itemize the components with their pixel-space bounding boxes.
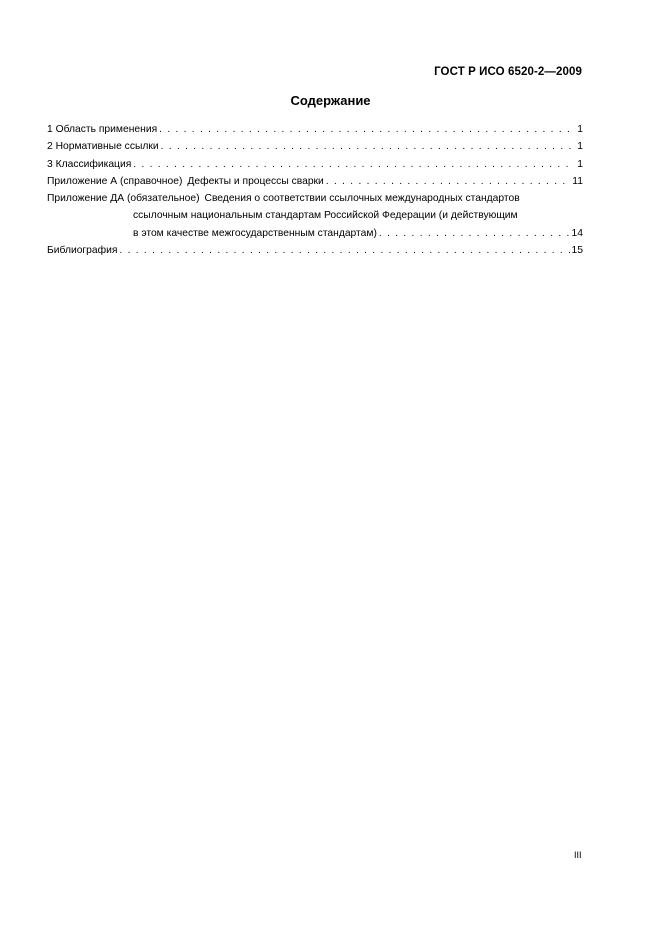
document-code-header: ГОСТ Р ИСО 6520-2—2009 [434,66,582,78]
annex-da-line-2 [47,207,583,224]
toc-item-label: 2 Нормативные ссылки [47,141,159,153]
annex-title-line: Сведения о соответствии ссылочных международных стандартов [204,193,520,205]
toc-item-scope[interactable] [47,121,583,138]
page-number-folio: III [574,850,582,860]
dot-leader [133,156,573,173]
toc-item-normative-references[interactable] [47,138,583,155]
toc-page-number: 14 [571,227,583,239]
toc-page-number: 1 [577,158,583,170]
toc-item-label: 1 Область применения [47,124,158,135]
dot-leader [159,121,573,138]
annex-da-line-3 [47,225,583,242]
toc-item-annex-a[interactable] [47,173,583,190]
dot-leader [326,173,570,190]
toc-item-label: Библиография [47,245,118,257]
annex-title-line: ссылочным национальным стандартам Российской Федерации (и действующим [133,210,518,222]
toc-page-number: 11 [572,175,583,187]
toc-page-number: 1 [577,124,583,135]
annex-title: Дефекты и процессы сварки [187,175,324,187]
dot-leader [161,138,573,155]
toc-page-number: 15 [571,245,583,257]
toc-item-bibliography[interactable] [47,242,583,259]
toc-item-label: 3 Классификация [47,158,132,170]
dot-leader [379,225,570,242]
annex-prefix: Приложение ДА (обязательное) [47,193,200,205]
toc-item-label [47,190,520,207]
dot-leader [119,242,569,259]
annex-da-line-1 [47,190,583,207]
toc-item-label [47,173,324,190]
page-title: Содержание [290,93,371,108]
toc-page-number: 1 [577,141,583,153]
annex-prefix: Приложение А (справочное) [47,175,183,187]
toc-item-annex-da[interactable] [47,190,583,242]
annex-title-line: в этом качестве межгосударственным стандартам) [133,227,377,239]
table-of-contents [47,121,583,259]
toc-item-classification[interactable] [47,156,583,173]
